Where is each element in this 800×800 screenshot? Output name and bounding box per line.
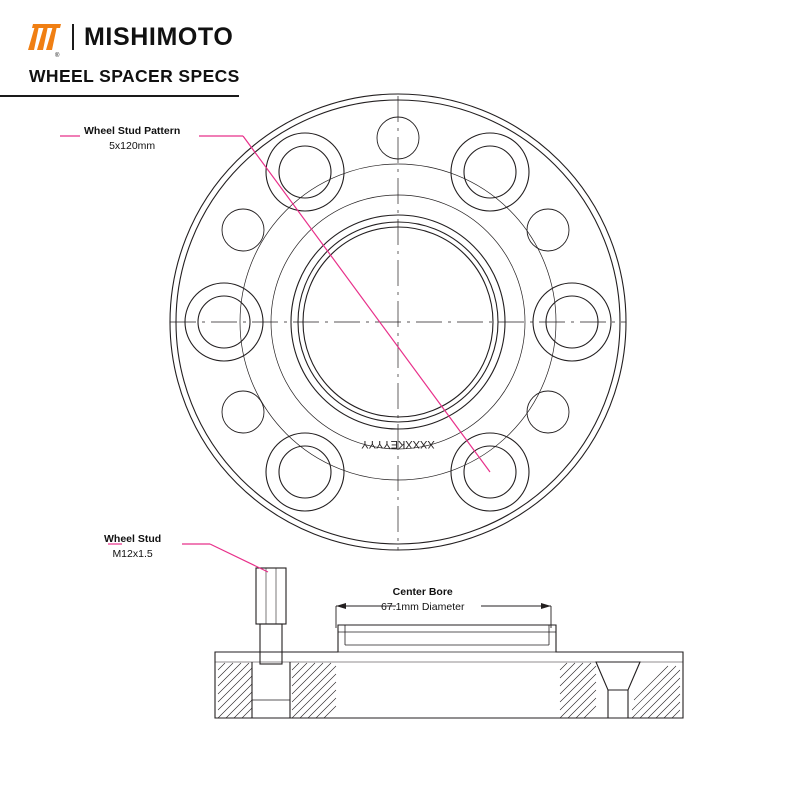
callout-title: Wheel Stud Pattern xyxy=(84,125,181,137)
secondary-hole xyxy=(527,391,569,433)
callout-value: 67.1mm Diameter xyxy=(381,601,465,613)
stud-hole xyxy=(464,146,516,198)
wheel-stud-part xyxy=(256,568,286,664)
section-hatch-mid xyxy=(292,663,336,718)
stud-hole-boss xyxy=(266,433,344,511)
callout-value: 5x120mm xyxy=(109,140,156,152)
callout-value: M12x1.5 xyxy=(112,548,153,560)
stud-hole-boss xyxy=(266,133,344,211)
face-engraving xyxy=(361,438,435,450)
callout-title: Center Bore xyxy=(392,586,453,598)
secondary-hole-group xyxy=(222,117,569,433)
stud-hole xyxy=(279,446,331,498)
stud-hole-boss xyxy=(451,133,529,211)
brand-name: MISHIMOTO xyxy=(84,22,234,51)
secondary-hole xyxy=(222,209,264,251)
stud-hole xyxy=(279,146,331,198)
wheel-spacer-face-view xyxy=(170,94,626,550)
wheel-spacer-section-view xyxy=(215,568,683,718)
stud-shank xyxy=(256,568,286,624)
stud-knurl xyxy=(260,624,282,664)
secondary-hole xyxy=(222,391,264,433)
page-title: WHEEL SPACER SPECS xyxy=(29,66,240,86)
section-hatch-left xyxy=(218,663,252,718)
spacer-body-section xyxy=(215,625,683,718)
center-bore-dimension xyxy=(336,603,551,628)
registered-mark: ® xyxy=(55,53,60,59)
stud-bore-section xyxy=(252,662,290,718)
leader-wheel-stud xyxy=(108,544,268,572)
spacer-outer-profile xyxy=(215,625,683,718)
secondary-hole xyxy=(527,209,569,251)
callout-title: Wheel Stud xyxy=(104,533,162,545)
engraving-text: XXXXKEYYYY xyxy=(361,438,435,450)
lug-seat-section xyxy=(596,662,640,718)
